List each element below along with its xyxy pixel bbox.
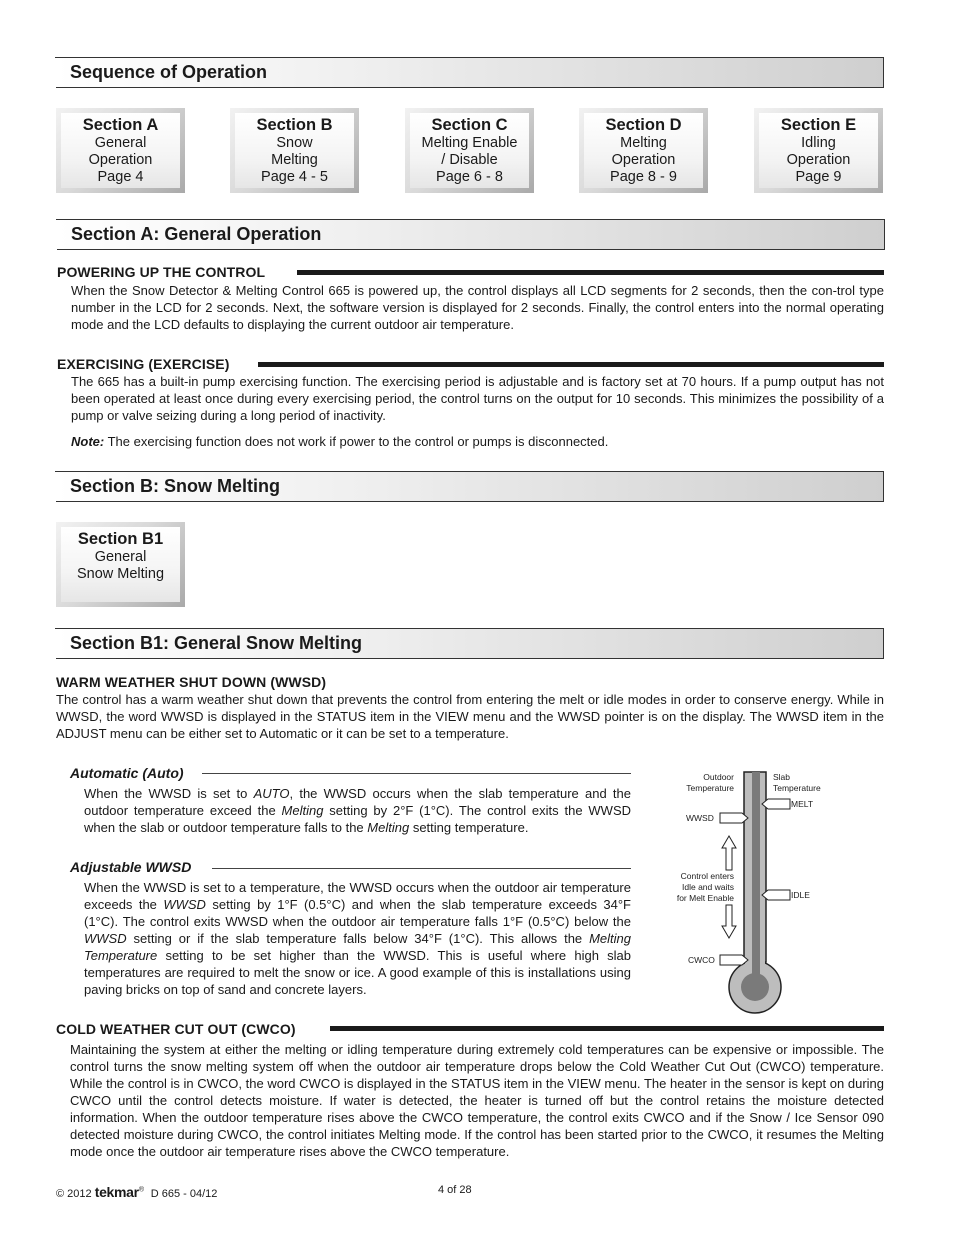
page-number: 4 of 28 [438, 1184, 472, 1196]
tile-line: / Disable [441, 152, 498, 168]
powering-heading: POWERING UP THE CONTROL [57, 264, 266, 280]
cwco-heading: COLD WEATHER CUT OUT (CWCO) [56, 1021, 296, 1037]
powering-text: When the Snow Detector & Melting Control 665 is powered up, the control displays all LCD segments for 2 seconds, then the con-trol type number in the LCD for 2 seconds. Next, the software version is displayed for 2 seconds. Finally, the control enters into the normal operating mode and the LCD defaults to displaying the current outdoor air temperature. [71, 283, 884, 332]
tile-line: Page 9 [795, 169, 842, 185]
note-text: The exercising function does not work if power to the control or pumps is disconnected. [104, 434, 609, 449]
tile-line: Snow Melting [76, 566, 165, 582]
tile-line: Operation [611, 152, 676, 168]
section-b1-title: Section B1: General Snow Melting [70, 633, 363, 653]
tile-line: Melting [271, 152, 318, 168]
exercising-text: The 665 has a built-in pump exercising function. The exercising period is adjustable and is factory set at 70 hours. If a pump output has not been operated at least once during every exercising period, the control turns on the output for 10 seconds. This minimizes the possibility of a pump or valve seizing during a long period of inactivity. [71, 374, 884, 423]
sequence-title: Sequence of Operation [70, 62, 268, 82]
footer-left [56, 1184, 217, 1200]
tile-title: Section D [605, 116, 682, 134]
tile-title: Section B1 [77, 530, 164, 548]
tile-line: General [94, 549, 147, 565]
tile-line: Page 4 [97, 169, 144, 185]
doc-number: D 665 - 04/12 [150, 1188, 218, 1200]
auto-heading: Automatic (Auto) [70, 765, 184, 781]
tile-line: Operation [786, 152, 851, 168]
thermometer-diagram [660, 762, 840, 1022]
idle-label: IDLE [791, 890, 810, 900]
cwco-label: CWCO [688, 955, 715, 965]
tile-line: Melting Enable [421, 135, 518, 151]
melt-label: MELT [791, 799, 814, 809]
cwco-rule [330, 1026, 884, 1031]
thermometer-neck-core [752, 957, 760, 977]
wwsd-label: WWSD [686, 813, 714, 823]
adjustable-text: When the WWSD is set to a temperature, the WWSD occurs when the outdoor air temperature exceeds the WWSD setting by 1°F (0.5°C) and when the slab temperature exceeds 34°F (1°C). The control exits WWSD when the outdoor air temperature falls 1°F (0.5°C) below the WWSD setting or if the slab temperature falls below 34°F (1°C). This allows the Melting Temperature setting to be set higher than the WWSD. This is useful where high slab temperatures are required to melt the snow or ice. A good example of this is installations using paving bricks on top of sand and concrete layers. [84, 880, 632, 997]
tile-section-b [230, 108, 359, 193]
down-arrow-icon [722, 905, 736, 938]
adjustable-rule [212, 868, 631, 869]
wwsd-heading: WARM WEATHER SHUT DOWN (WWSD) [56, 674, 327, 690]
auto-text: When the WWSD is set to AUTO, the WWSD occurs when the slab temperature and the outdoor temperature exceed the Melting setting by 2°F (1°C). The control exits the WWSD when the slab or outdoor temperature falls to the Melting setting temperature. [84, 786, 631, 835]
tile-section-e [754, 108, 883, 193]
section-b1-header [56, 628, 884, 659]
exercising-heading: EXERCISING (EXERCISE) [57, 356, 230, 372]
tile-title: Section B [256, 116, 333, 134]
section-a-header [57, 219, 885, 250]
tile-title: Section A [82, 116, 159, 134]
idle-note: Control enters Idle and waits for Melt Enable [676, 871, 734, 903]
thermometer-bulb-core [741, 973, 769, 1001]
up-arrow-icon [722, 836, 736, 870]
sequence-header [56, 57, 884, 88]
tile-line: General [94, 135, 147, 151]
cwco-pointer-icon [720, 955, 748, 965]
tile-line: Snow [276, 135, 313, 151]
cwco-text: Maintaining the system at either the melting or idling temperature during extremely cold temperatures can be expensive or impossible. The control turns the snow melting system off when the outdoor air temperature drops below the Cold Weather Cut Out (CWCO) temperature. While the control is in CWCO, the word CWCO is displayed in the STATUS item in the VIEW menu. The heater in the sensor is kept on during CWCO until the control detects moisture. If water is detected, the heater is turned off but the control retains the moisture detected information. When the outdoor temperature rises above the CWCO temperature, the control exits CWCO and if the Snow / Ice Sensor 090 detected moisture during CWCO, the control initiates Melting mode. If the control has been started prior to the CWCO, it resumes the Melting mode once the outdoor air temperature rises above the CWCO temperature. [70, 1042, 884, 1159]
tile-line: Page 4 - 5 [261, 169, 328, 185]
tile-line: Page 6 - 8 [436, 169, 503, 185]
tile-line: Operation [88, 152, 153, 168]
section-b-title: Section B: Snow Melting [70, 476, 280, 496]
idle-pointer-icon [762, 890, 790, 900]
tile-line: Idling [801, 135, 836, 151]
note-label: Note: [71, 434, 105, 449]
tile-section-c [405, 108, 534, 193]
section-b-header [56, 471, 884, 502]
auto-rule [202, 773, 631, 774]
adjustable-heading: Adjustable WWSD [70, 859, 192, 875]
tile-title: Section C [431, 116, 508, 134]
slab-label: Slab Temperature [773, 772, 821, 793]
exercising-rule [258, 362, 884, 367]
wwsd-pointer-icon [720, 813, 748, 823]
tile-section-d [579, 108, 708, 193]
tile-line: Melting [620, 135, 667, 151]
tile-title: Section E [780, 116, 857, 134]
wwsd-text: The control has a warm weather shut down that prevents the control from entering the melt or idle modes in order to conserve energy. While in WWSD, the word WWSD is displayed in the STATUS item in the VIEW menu and the WWSD pointer is on the display. The WWSD item in the ADJUST menu can be either set to Automatic or it can be set to a temperature. [56, 692, 884, 741]
melt-pointer-icon [762, 799, 790, 809]
tekmar-logo: tekmar® [94, 1184, 144, 1200]
thermometer-column [752, 772, 760, 972]
copyright: © 2012 [56, 1188, 92, 1200]
section-a-title: Section A: General Operation [71, 224, 322, 244]
tile-section-a [56, 108, 185, 193]
powering-rule [297, 270, 884, 275]
outdoor-label: Outdoor Temperature [686, 772, 734, 793]
exercising-note [71, 433, 884, 450]
tile-section-b1 [56, 522, 185, 607]
tile-line: Page 8 - 9 [610, 169, 677, 185]
